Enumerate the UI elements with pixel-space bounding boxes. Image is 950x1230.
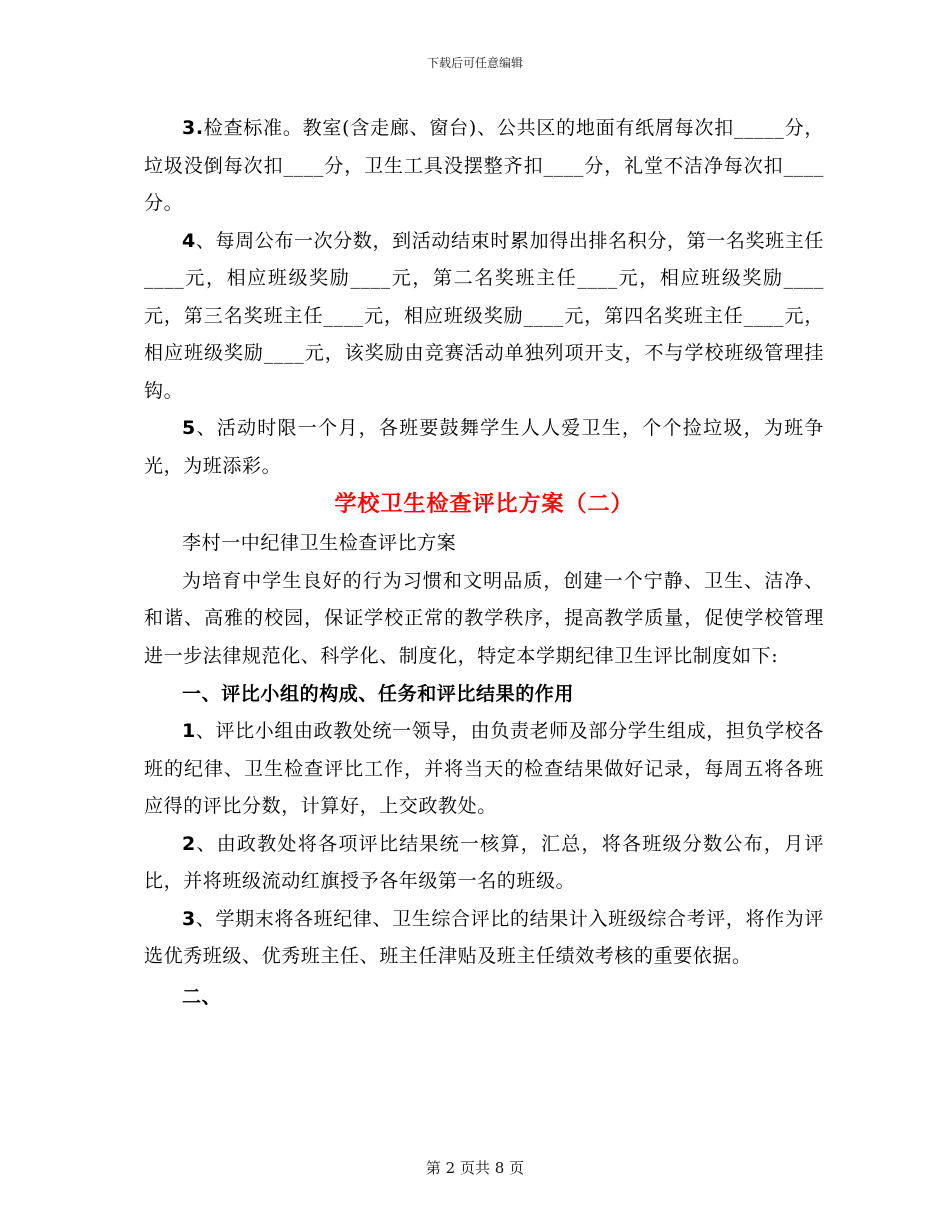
page-header-note: 下载后可任意编辑 — [426, 56, 523, 70]
item-text: 检查标准。教室(含走廊、窗台)、公共区的地面有纸屑每次扣_____分，垃圾没倒每次扣____分，卫生工具没摆整齐扣____分，礼堂不洁净每次扣____分。 — [144, 117, 824, 214]
document-subtitle: 李村一中纪律卫生检查评比方案 — [182, 532, 457, 554]
item-number: 1 — [182, 720, 196, 742]
intro-paragraph: 为培育中学生良好的行为习惯和文明品质，创建一个宁静、卫生、洁净、和谐、高雅的校园，保证学校正常的教学秩序，提高教学质量，促使学校管理进一步法律规范化、科学化、制度化，特定本学期纪律卫生评比制度如下: — [144, 569, 824, 667]
item-text: 、每周公布一次分数，到活动结束时累加得出排名积分，第一名奖班主任____元，相应班级奖励____元，第二名奖班主任____元，相应班级奖励____元，第三名奖班主任____元，相应班级奖励____元，第四名奖班主任____元，相应班级奖励____元，该奖励由竞赛活动单独列项开支，不与学校班级管理挂钩。 — [144, 229, 824, 402]
heading-section-one: 一、评比小组的构成、任务和评比结果的作用 — [182, 683, 575, 705]
heading-section-two: 二、 — [182, 985, 222, 1008]
item-text: 、学期末将各班纪律、卫生综合评比的结果计入班级综合考评，将作为评选优秀班级、优秀班主任、班主任津贴及班主任绩效考核的重要依据。 — [144, 907, 824, 967]
item-number: 3. — [182, 117, 204, 139]
item-number: 5 — [182, 417, 196, 439]
item-text: 、评比小组由政教处统一领导，由负责老师及部分学生组成，担负学校各班的纪律、卫生检查评比工作，并将当天的检查结果做好记录，每周五将各班应得的评比分数，计算好，上交政教处。 — [144, 720, 824, 817]
paragraph-item-4 — [144, 223, 824, 411]
paragraph-item-3 — [144, 110, 824, 223]
paragraph-rule-2 — [144, 826, 824, 901]
document-body — [144, 110, 824, 1016]
paragraph-item-5 — [144, 410, 824, 485]
paragraph-rule-3 — [144, 901, 824, 976]
section-title: 学校卫生检查评比方案（二） — [334, 492, 634, 517]
paragraph-rule-1 — [144, 713, 824, 826]
item-number: 4 — [182, 229, 196, 252]
page-number: 第 2 页共 8 页 — [425, 1159, 525, 1177]
item-number: 3 — [182, 907, 196, 930]
item-number: 2 — [182, 832, 196, 855]
item-text: 、活动时限一个月，各班要鼓舞学生人人爱卫生，个个捡垃圾，为班争光，为班添彩。 — [144, 417, 824, 477]
item-text: 、由政教处将各项评比结果统一核算，汇总，将各班级分数公布，月评比，并将班级流动红旗授予各年级第一名的班级。 — [144, 832, 824, 892]
